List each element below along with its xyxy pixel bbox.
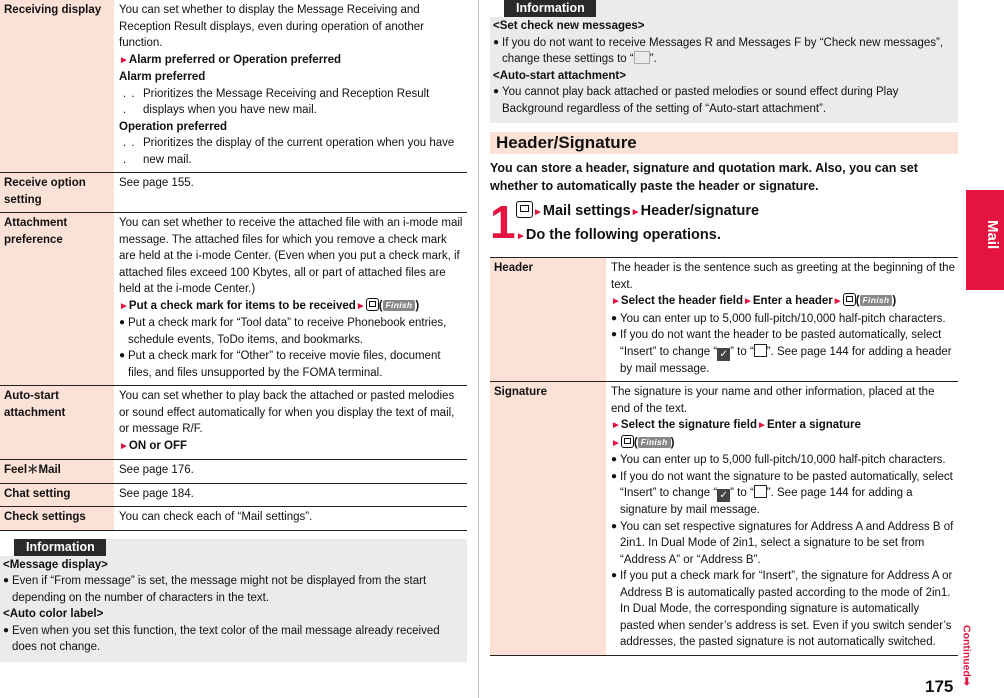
- column-divider: [478, 0, 479, 698]
- setting-description: You can set whether to play back the attached or pasted melodies or sound effect automatically for when you display the text of mail, or message R/F.: [119, 390, 455, 435]
- bullet-text: If you do not want the signature to be pasted automatically, select “Insert” to change “: [620, 470, 953, 499]
- operation-step: Put a check mark for items to be received: [128, 299, 356, 312]
- setting-description: You can check each of “Mail settings”.: [114, 507, 467, 531]
- bullet-text: ”. See page 144 for adding a header by mail message.: [620, 345, 952, 375]
- mail-key-icon: [366, 298, 379, 311]
- setting-name: Check settings: [0, 507, 114, 531]
- information-label: Information: [490, 0, 596, 17]
- table-row: Attachment preference You can set whether to receive the attached file with an i-mode mail message. The attached files for which you remove a check mark are held at the i-mode Center. (Even when you put a check mark, if attached files exceed 100 Kbytes, all or part of attached files are held at the i-mode Center.) ►Put a check mark for items to be received► ( Finish ) ● Put a check mark for “Tool data” to receive Phonebook entries, schedule events, ToDo items, and bookmarks. ● Put a check mark for “Other” to receive movie files, document files, and files unsupported by the FOMA terminal.: [0, 213, 467, 386]
- bullet-icon: ●: [611, 312, 618, 324]
- setting-name: Header: [490, 258, 606, 382]
- unchecked-box-icon: [754, 344, 767, 357]
- arrow-icon: ►: [611, 296, 621, 307]
- table-row: [0, 173, 467, 213]
- table-row: Signature The signature is your name and other information, placed at the end of the text. ►Select the signature field►Enter a signature ► ( Finish ) ● You can enter up to 5,000 full-pitch/10,000 half-pitch characters. ● If you do not want the signature to be pasted automatically, select “Insert” to change “ ✓ ” to “ ”. See page 144 for adding a signature by mail message. ● You can set respective signatures for Address A and Address B of 2in1. In Dual Mode of 2in1, select a signature to be set from “Address A” or “Address B”. ● If you put a check mark for “Insert”, the signature for Address A or Address B is automatically pasted according to the mode of 2in1. In Dual Mode, the corresponding signature is automatically pasted when sender’s address is set. Even if you switch sender’s addresses, the pasted signature is not automatically switched.: [490, 382, 958, 656]
- bullet-text: You can enter up to 5,000 full-pitch/10,000 half-pitch characters.: [620, 312, 946, 325]
- option-name: Operation preferred: [119, 120, 227, 133]
- arrow-icon: ►: [757, 420, 767, 431]
- bullet-icon: ●: [611, 454, 618, 465]
- arrow-icon: ►: [611, 420, 621, 431]
- bullet-icon: ●: [119, 317, 126, 328]
- dots-marker: . . .: [123, 87, 136, 116]
- option-text: Prioritizes the Message Receiving and Reception Result displays when you have new mail.: [143, 87, 430, 116]
- arrow-icon: ►: [533, 207, 543, 218]
- arrow-icon: ►: [742, 296, 753, 307]
- checked-box-icon: ✓: [717, 348, 730, 361]
- bullet-icon: ●: [119, 350, 126, 361]
- setting-description: You can set whether to display the Message Receiving and Reception Result displays, even during operation of another function.: [119, 4, 424, 49]
- info-text: Even if “From message” is set, the message might not be displayed from the start depending on the number of characters in the text.: [12, 575, 427, 604]
- option-name: Alarm preferred: [119, 71, 206, 83]
- arrow-icon: ►: [516, 231, 526, 242]
- section-title: Header/Signature: [490, 132, 958, 154]
- arrow-icon: ►: [119, 300, 129, 312]
- table-row: [0, 386, 467, 460]
- finish-softkey: Finish: [860, 295, 893, 306]
- step-instruction: Do the following operations.: [525, 227, 721, 243]
- right-column: [490, 0, 958, 656]
- unchecked-box-icon: [754, 485, 767, 498]
- bullet-icon: ●: [493, 86, 500, 97]
- information-box: [0, 539, 467, 662]
- table-row: [0, 507, 467, 531]
- setting-description: See page 176.: [114, 460, 467, 484]
- setting-name: Auto-start attachment: [0, 386, 114, 460]
- bullet-text: If you put a check mark for “Insert”, the signature for Address A or Address B is automatically pasted according to the mode of 2in1. In Dual Mode, the corresponding signature is automatically pasted when sender’s address is set. Even if you switch sender’s addresses, the pasted signature is not automatically switched.: [620, 570, 953, 648]
- setting-description: The header is the sentence such as greeting at the beginning of the text.: [611, 262, 955, 291]
- info-text: ”.: [649, 53, 657, 65]
- mail-key-icon: [621, 435, 634, 448]
- setting-description: See page 155.: [114, 173, 467, 213]
- bullet-text: If you do not want the header to be pasted automatically, select “Insert” to change “: [620, 329, 942, 358]
- setting-name: Receive option setting: [0, 173, 114, 213]
- bullet-icon: ●: [3, 624, 10, 636]
- operation-step: Select the signature field: [620, 419, 758, 431]
- finish-softkey: Finish: [383, 300, 416, 311]
- step-menu-item: Header/signature: [640, 203, 760, 219]
- arrow-icon: ►: [832, 296, 843, 307]
- operation-step: Select the header field: [620, 295, 743, 307]
- bullet-icon: ●: [611, 520, 618, 532]
- mail-settings-table: [0, 0, 467, 531]
- setting-description: See page 184.: [114, 483, 467, 507]
- setting-name: Receiving display: [0, 0, 114, 173]
- step-menu-item: Mail settings: [542, 203, 631, 219]
- info-heading: <Set check new messages>: [493, 20, 645, 32]
- mail-key-icon: [843, 293, 856, 306]
- setting-name: Chat setting: [0, 483, 114, 507]
- bullet-text: ” to “: [730, 345, 754, 358]
- bullet-icon: ●: [493, 36, 500, 48]
- table-row: Header The header is the sentence such as greeting at the beginning of the text. ►Select the header field►Enter a header► ( Finish ) ● You can enter up to 5,000 full-pitch/10,000 half-pitch characters. ● If you do not want the header to be pasted automatically, select “Insert” to change “ ✓ ” to “ ”. See page 144 for adding a header by mail message.: [490, 258, 958, 382]
- continued-marker: [958, 625, 975, 686]
- continued-arrow-icon: ➡: [960, 676, 973, 686]
- mail-key-icon: [516, 201, 533, 218]
- step-number: 1: [490, 196, 516, 248]
- info-heading: <Message display>: [3, 558, 108, 571]
- bullet-icon: ●: [611, 470, 618, 482]
- operation-step: ON or OFF: [128, 439, 188, 452]
- setting-name: Feel＊Mail: [0, 460, 114, 484]
- info-text: Even when you set this function, the text color of the mail message already received does not change.: [12, 624, 440, 653]
- section-intro: You can store a header, signature and quotation mark. Also, you can set whether to automatically paste the header or signature.: [490, 161, 918, 193]
- setting-description: The signature is your name and other information, placed at the end of the text.: [611, 386, 935, 415]
- info-text: You cannot play back attached or pasted melodies or sound effect during Play Background regardless of the setting of “Auto-start attachment”.: [502, 86, 899, 115]
- operation-step: Enter a header: [752, 295, 833, 307]
- left-column: [0, 0, 467, 662]
- table-row: [0, 483, 467, 507]
- table-row: [0, 0, 467, 173]
- bullet-text: You can set respective signatures for Address A and Address B of 2in1. In Dual Mode of 2in1, select a signature to be set from “Address A” or “Address B”.: [620, 520, 954, 566]
- bullet-text: You can enter up to 5,000 full-pitch/10,000 half-pitch characters.: [620, 454, 946, 466]
- finish-softkey: Finish: [638, 437, 671, 448]
- bullet-icon: ●: [3, 575, 10, 586]
- page-number: 175: [925, 677, 954, 696]
- bullet-text: Put a check mark for “Tool data” to receive Phonebook entries, schedule events, ToDo items, and bookmarks.: [128, 317, 447, 346]
- chapter-tab: [966, 190, 1004, 290]
- bullet-icon: ●: [611, 329, 618, 340]
- table-row: [0, 460, 467, 484]
- setting-name: Attachment preference: [0, 213, 114, 386]
- option-text: Prioritizes the display of the current operation when you have new mail.: [143, 137, 455, 166]
- chapter-tab-label: Mail: [984, 220, 1001, 250]
- header-signature-table: [490, 257, 958, 656]
- information-box: [490, 0, 958, 123]
- checked-box-icon: ✓: [717, 489, 730, 502]
- bullet-text: ” to “: [730, 487, 754, 499]
- info-text: If you do not want to receive Messages R and Messages F by “Check new messages”, change these settings to “: [502, 36, 944, 65]
- step-1: [490, 197, 958, 257]
- arrow-icon: ►: [611, 437, 621, 449]
- empty-setting-icon: [634, 51, 650, 64]
- information-label: Information: [0, 539, 106, 556]
- continued-label: Continued: [960, 625, 973, 677]
- operation-step: Alarm preferred or Operation preferred: [128, 53, 342, 66]
- dots-marker: . . .: [123, 137, 136, 166]
- arrow-icon: ►: [119, 54, 129, 66]
- bullet-icon: ●: [611, 570, 618, 581]
- info-heading: <Auto-start attachment>: [493, 69, 626, 82]
- bullet-text: Put a check mark for “Other” to receive movie files, document files, and files unsupported by the FOMA terminal.: [128, 350, 441, 379]
- arrow-icon: ►: [119, 440, 129, 452]
- bullet-text: ”. See page 144 for adding a signature by mail message.: [620, 487, 913, 516]
- operation-step: Enter a signature: [766, 419, 861, 431]
- arrow-icon: ►: [355, 300, 366, 312]
- setting-name: Signature: [490, 382, 606, 656]
- setting-description: You can set whether to receive the attached file with an i-mode mail message. The attached files for which you remove a check mark are held at the i-mode Center. (Even when you put a check mark, if attached files exceed 100 Kbytes, all or part of attached files are held at the i-mode Center.): [119, 217, 463, 295]
- arrow-icon: ►: [630, 207, 641, 218]
- info-heading: <Auto color label>: [3, 608, 104, 620]
